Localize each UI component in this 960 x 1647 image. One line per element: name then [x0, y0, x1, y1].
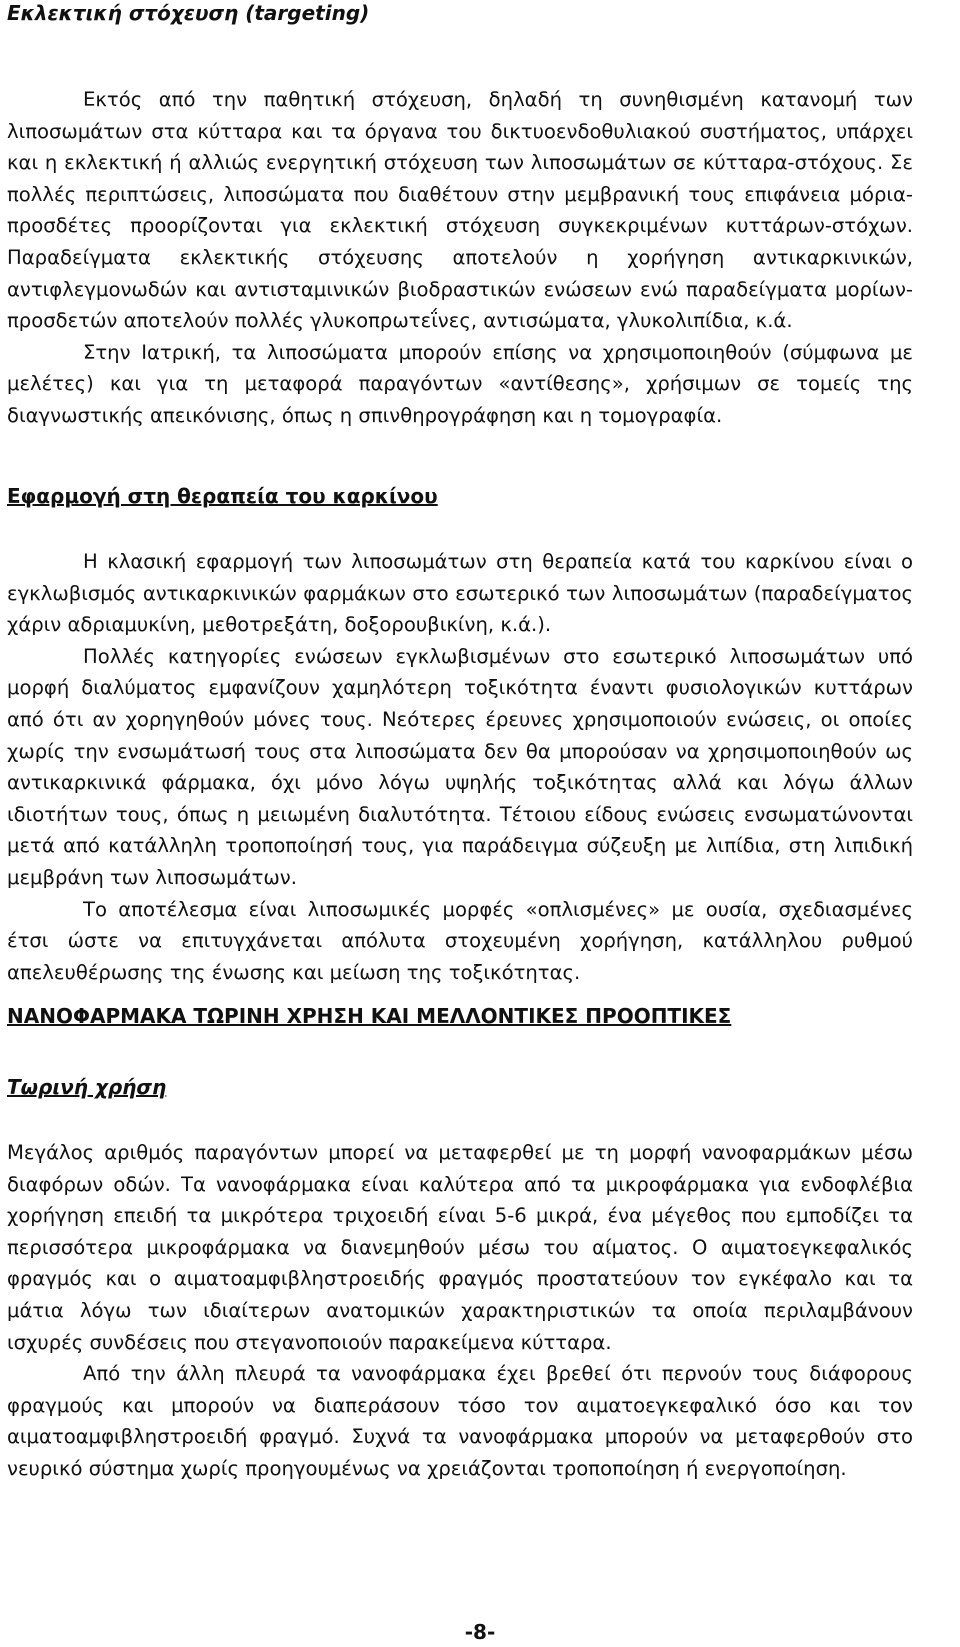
heading-targeting: Εκλεκτική στόχευση (targeting) — [7, 1, 370, 25]
paragraph: Στην Ιατρική, τα λιποσώματα μπορούν επίσης να χρησιμοποιηθούν (σύμφωνα με μελέτες) και για τη μεταφορά παραγόντων «αντίθεσης», χρήσιμων σε τομείς της διαγνωστικής απεικόνισης, όπως η σπινθηρογράφηση και η τομογραφία. — [7, 340, 913, 427]
heading-nanodrugs: ΝΑΝΟΦΑΡΜΑΚΑ ΤΩΡΙΝΗ ΧΡΗΣΗ ΚΑΙ ΜΕΛΛΟΝΤΙΚΕΣ ΠΡΟΟΠΤΙΚΕΣ — [7, 1004, 732, 1028]
section-cancer-body — [7, 546, 913, 988]
paragraph: Από την άλλη πλευρά τα νανοφάρμακα έχει βρεθεί ότι περνούν τους διάφορους φραγμούς και μπορούν να διαπεράσουν τόσο τον αιματοεγκεφαλικό όσο και τον αιματοαμφιβληστροειδή φραγμό. Συχνά τα νανοφάρμακα μπορούν να μεταφερθούν στο νευρικό σύστημα χωρίς προηγουμένως να χρειάζονται τροποποίηση ή ενεργοποίηση. — [7, 1362, 913, 1480]
subheading-current-use: Τωρινή χρήση — [7, 1075, 167, 1099]
paragraph: Η κλασική εφαρμογή των λιποσωμάτων στη θεραπεία κατά του καρκίνου είναι ο εγκλωβισμός αντικαρκινικών φαρμάκων στο εσωτερικό των λιποσωμάτων (παραδείγματος χάριν αδριαμυκίνη, μεθοτρεξάτη, δοξορουβικίνη, κ.ά.). — [7, 550, 913, 637]
paragraph: Εκτός από την παθητική στόχευση, δηλαδή τη συνηθισμένη κατανομή των λιποσωμάτων στα κύτταρα και τα όργανα του δικτυοενδοθυλιακού συστήματος, υπάρχει και η εκλεκτική ή αλλιώς ενεργητική στόχευση των λιποσωμάτων σε κύτταρα-στόχους. Σε πολλές περιπτώσεις, λιποσώματα που διαθέτουν στην μεμβρανική τους επιφάνεια μόρια-προσδέτες προορίζονται για εκλεκτική στόχευση συγκεκριμένων κυττάρων-στόχων. Παραδείγματα εκλεκτικής στόχευσης αποτελούν η χορήγηση αντικαρκινικών, αντιφλεγμονωδών και αντισταμινικών βιοδραστικών ενώσεων ενώ παραδείγματα μορίων-προσδετών αποτελούν πολλές γλυκοπρωτεΐνες, αντισώματα, γλυκολιπίδια, κ.ά. — [7, 88, 913, 333]
paragraph: Μεγάλος αριθμός παραγόντων μπορεί να μεταφερθεί με τη μορφή νανοφαρμάκων μέσω διαφόρων οδών. Τα νανοφάρμακα είναι καλύτερα από τα μικροφάρμακα για ενδοφλέβια χορήγηση επειδή τα μικρότερα τριχοειδή είναι 5-6 μικρά, ένα μέγεθος που εμποδίζει τα περισσότερα μικροφάρμακα να διανεμηθούν μέσω του αίματος. Ο αιματοεγκεφαλικός φραγμός και ο αιματοαμφιβληστροειδής φραγμός προστατεύουν τον εγκέφαλο και τα μάτια λόγω των ιδιαίτερων ανατομικών χαρακτηριστικών τα οποία περιλαμβάνουν ισχυρές συνδέσεις που στεγανοποιούν παρακείμενα κύτταρα. — [7, 1141, 913, 1354]
section-nanodrugs-body — [7, 1137, 913, 1485]
section-targeting-body — [7, 84, 913, 432]
paragraph: Το αποτέλεσμα είναι λιποσωμικές μορφές «οπλισμένες» με ουσία, σχεδιασμένες έτσι ώστε να επιτυγχάνεται απόλυτα στοχευμένη χορήγηση, κατάλληλου ρυθμού απελευθέρωσης της ένωσης και μείωση της τοξικότητας. — [7, 897, 913, 984]
page-number: -8- — [464, 1620, 496, 1644]
heading-cancer-therapy: Εφαρμογή στη θεραπεία του καρκίνου — [7, 484, 438, 508]
paragraph: Πολλές κατηγορίες ενώσεων εγκλωβισμένων στο εσωτερικό λιποσωμάτων υπό μορφή διαλύματος εμφανίζουν χαμηλότερη τοξικότητα έναντι φυσιολογικών κυττάρων από ότι αν χορηγηθούν μόνες τους. Νεότερες έρευνες χρησιμοποιούν ενώσεις, οι οποίες χωρίς την ενσωμάτωσή τους στα λιποσώματα δεν θα μπορούσαν να χρησιμοποιηθούν ως αντικαρκινικά φάρμακα, όχι μόνο λόγω υψηλής τοξικότητας αλλά και λόγω άλλων ιδιοτήτων τους, όπως η μειωμένη διαλυτότητα. Τέτοιου είδους ενώσεις ενσωματώνονται μετά από κατάλληλη τροποποίησή τους, για παράδειγμα σύζευξη με λιπίδια, στη λιπιδική μεμβράνη των λιποσωμάτων. — [7, 644, 913, 889]
